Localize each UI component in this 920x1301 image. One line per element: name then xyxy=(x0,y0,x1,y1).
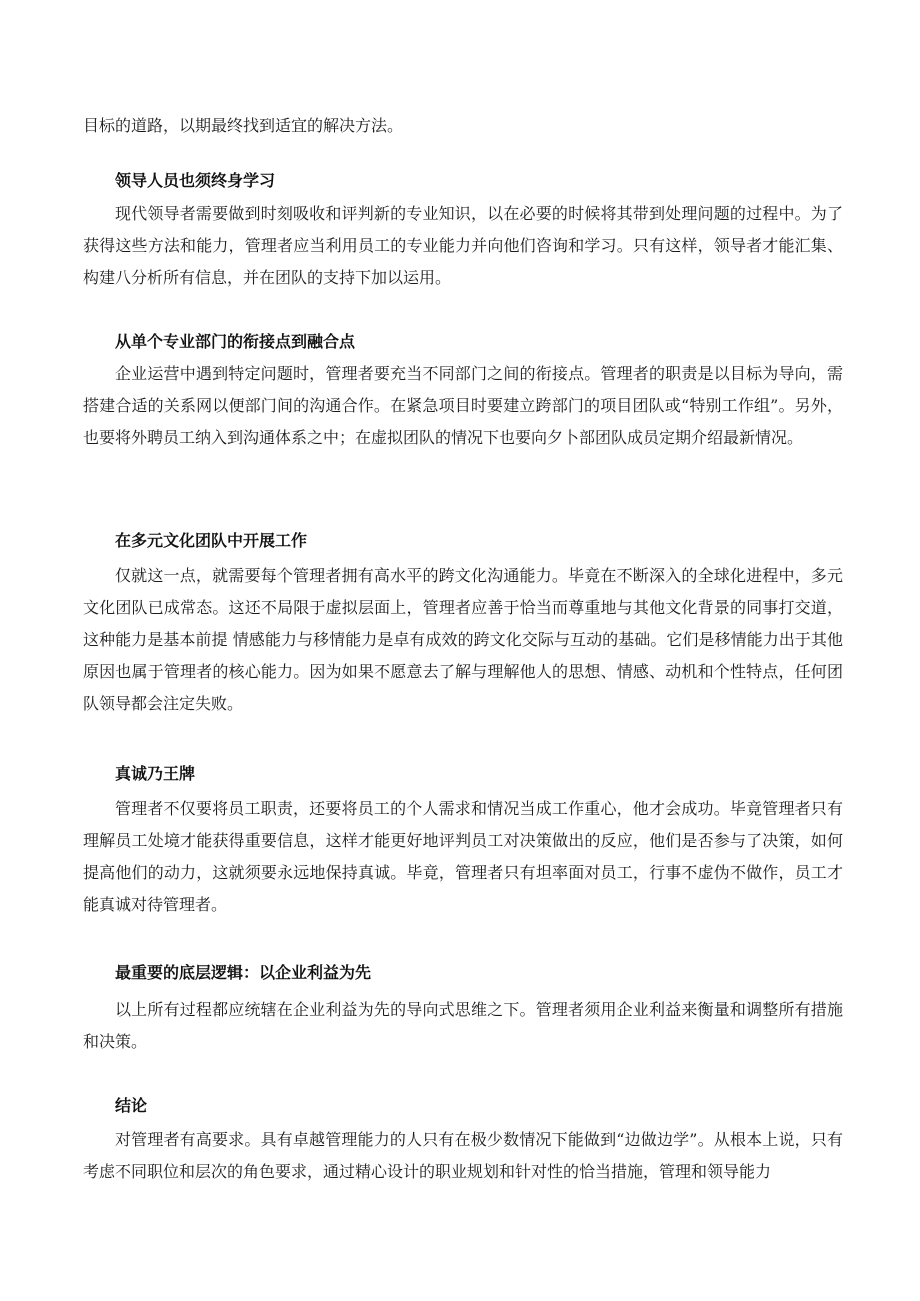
paragraph-business-interest: 以上所有过程都应统辖在企业利益为先的导向式思维之下。管理者须用企业利益来衡量和调整所有措施和决策。 xyxy=(83,1000,843,1051)
heading-multicultural-team: 在多元文化团队中开展工作 xyxy=(115,531,308,550)
heading-department-interface: 从单个专业部门的衔接点到融合点 xyxy=(115,332,356,351)
heading-business-interest: 最重要的底层逻辑：以企业利益为先 xyxy=(115,963,372,982)
heading-conclusion: 结论 xyxy=(115,1096,148,1115)
paragraph-lifelong-learning: 现代领导者需要做到时刻吸收和评判新的专业知识，以在必要的时候将其带到处理问题的过程中。为了获得这些方法和能力，管理者应当利用员工的专业能力并向他们咨询和学习。只有这样，领导者才能汇集、构建八分析所有信息，并在团队的支持下加以运用。 xyxy=(83,204,843,287)
intro-paragraph: 目标的道路，以期最终找到适宜的解决方法。 xyxy=(83,116,404,135)
paragraph-multicultural-team: 仅就这一点，就需要每个管理者拥有高水平的跨文化沟通能力。毕竟在不断深入的全球化进程中，多元文化团队已成常态。这还不局限于虚拟层面上，管理者应善于恰当而尊重地与其他文化背景的同事打交道，这种能力是基本前提 情感能力与移情能力是卓有成效的跨文化交际与互动的基础。它们是移情能力出于其他原因也属于管理者的核心能力。因为如果不愿意去了解与理解他人的思想、情感、动机和个性特点，任何团队领导都会注定失败。 xyxy=(83,566,843,713)
paragraph-conclusion: 对管理者有高要求。具有卓越管理能力的人只有在极少数情况下能做到“边做边学”。从根本上说，只有考虑不同职位和层次的角色要求，通过精心设计的职业规划和针对性的恰当措施，管理和领导能力 xyxy=(83,1130,843,1181)
heading-lifelong-learning: 领导人员也须终身学习 xyxy=(115,171,276,190)
paragraph-sincerity: 管理者不仅要将员工职责，还要将员工的个人需求和情况当成工作重心，他才会成功。毕竟管理者只有理解员工处境才能获得重要信息，这样才能更好地评判员工对决策做出的反应，他们是否参与了决策，如何提高他们的动力，这就须要永远地保持真诚。毕竟，管理者只有坦率面对员工，行事不虚伪不做作，员工才能真诚对待管理者。 xyxy=(83,799,843,914)
paragraph-department-interface: 企业运营中遇到特定问题时，管理者要充当不同部门之间的衔接点。管理者的职责是以目标为导向，需搭建合适的关系网以便部门间的沟通合作。在紧急项目时要建立跨部门的项目团队或“特别工作组”。另外，也要将外聘员工纳入到沟通体系之中；在虚拟团队的情况下也要向夕卜部团队成员定期介绍最新情况。 xyxy=(83,364,843,447)
heading-sincerity: 真诚乃王牌 xyxy=(115,764,196,783)
